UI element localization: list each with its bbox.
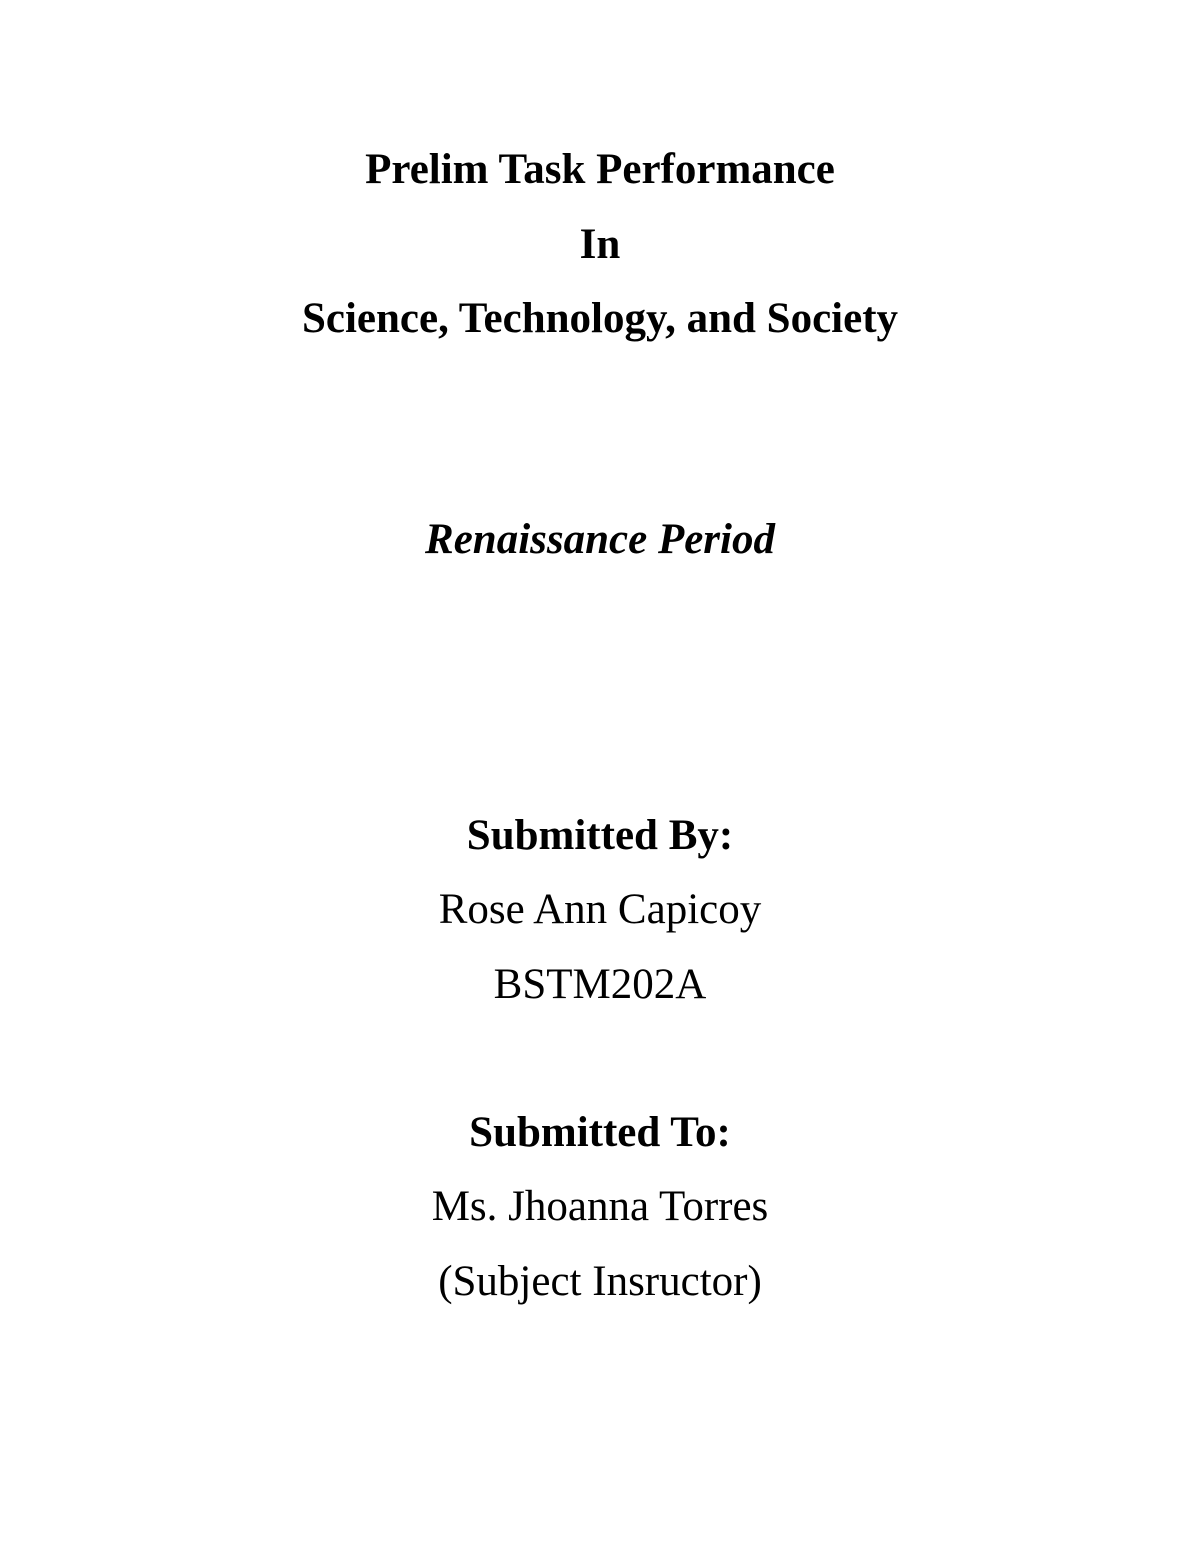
topic-title: Renaissance Period	[425, 516, 775, 563]
submitter-name: Rose Ann Capicoy	[438, 886, 762, 933]
title-line-1: Prelim Task Performance	[365, 146, 835, 193]
instructor-role: (Subject Insructor)	[438, 1258, 762, 1305]
submitted-by-label: Submitted By:	[466, 812, 734, 859]
submitter-section: BSTM202A	[493, 961, 707, 1008]
submitted-to-label: Submitted To:	[469, 1109, 731, 1156]
instructor-name: Ms. Jhoanna Torres	[431, 1183, 769, 1230]
title-line-2: In	[579, 221, 621, 268]
title-line-3: Science, Technology, and Society	[301, 295, 899, 342]
